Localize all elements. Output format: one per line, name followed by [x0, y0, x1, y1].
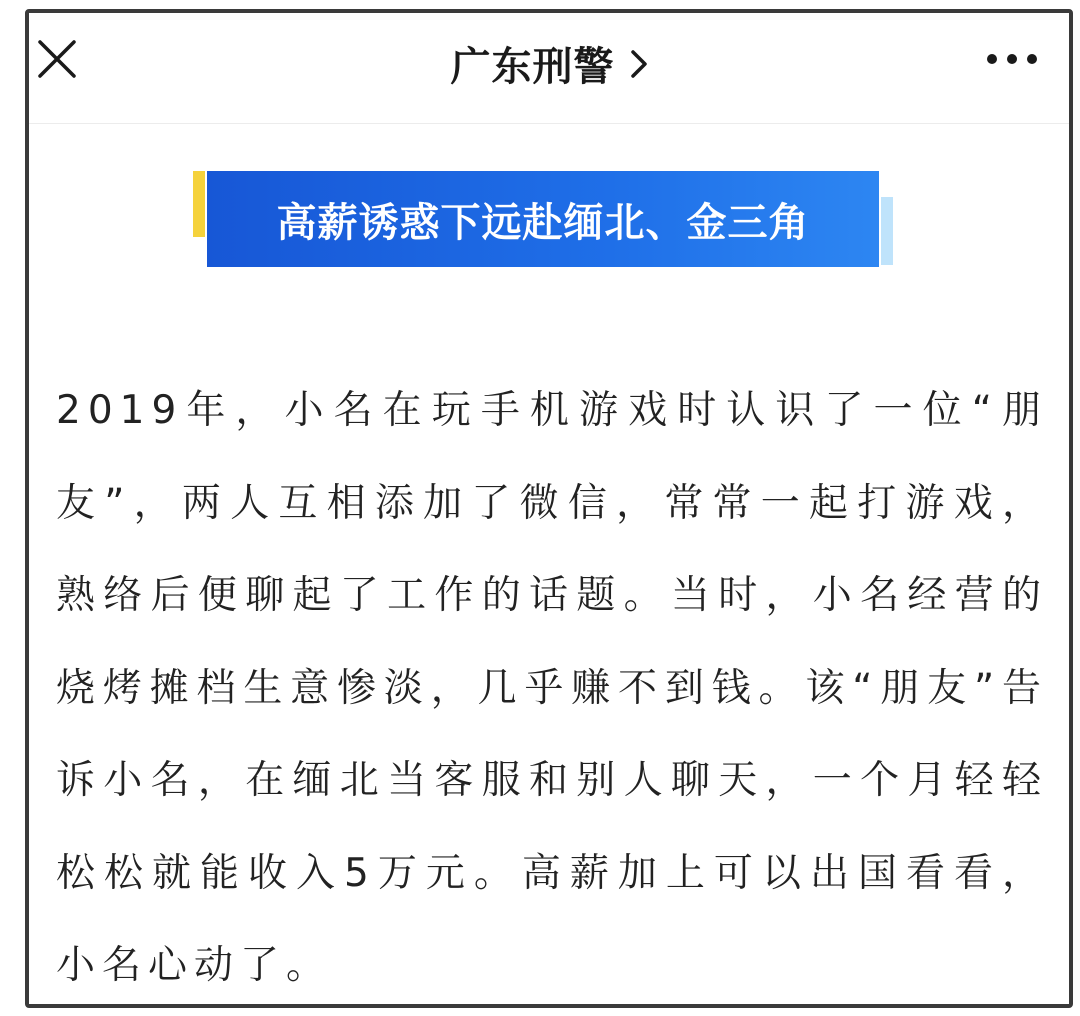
banner-lightblue-accent — [881, 197, 893, 265]
banner-box — [207, 171, 879, 267]
section-banner — [193, 167, 893, 267]
banner-yellow-accent — [193, 171, 205, 237]
more-dots-icon — [985, 47, 1039, 71]
top-navigation-bar — [29, 13, 1069, 124]
account-title-link[interactable] — [29, 35, 1069, 92]
article-paragraph: 2019年，小名在玩手机游戏时认识了一位“朋友”，两人互相添加了微信，常常一起打游戏，熟络后便聊起了工作的话题。当时，小名经营的烧烤摊档生意惨淡，几乎赚不到钱。该“朋友”告诉小名，在缅北当客服和别人聊天，一个月轻轻松松就能收入5万元。高薪加上可以出国看看，小名心动了。 — [56, 388, 1048, 988]
chevron-right-icon — [630, 49, 648, 79]
page-title: 广东刑警 — [450, 44, 615, 90]
banner-heading: 高薪诱惑下远赴缅北、金三角 — [276, 199, 810, 246]
screenshot-frame — [25, 9, 1073, 1008]
more-options-button[interactable] — [985, 47, 1039, 71]
